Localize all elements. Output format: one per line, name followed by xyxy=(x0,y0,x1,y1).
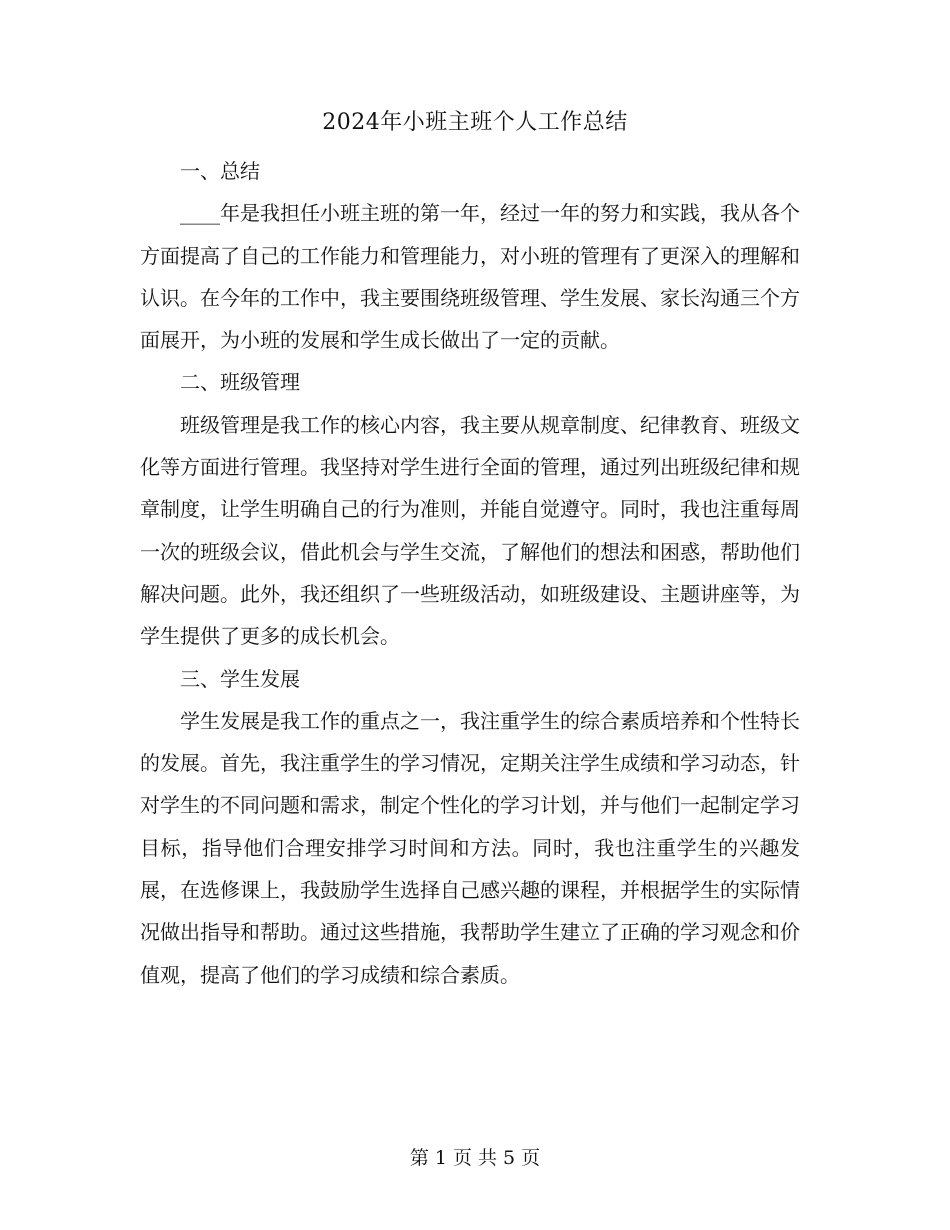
page-number-footer: 第 1 页 共 5 页 xyxy=(409,1147,541,1169)
document-body xyxy=(140,150,800,996)
section-heading-class-management: 二、班级管理 xyxy=(180,370,300,395)
paragraph-class-management: 班级管理是我工作的核心内容，我主要从规章制度、纪律教育、班级文化等方面进行管理。我坚持对学生进行全面的管理，通过列出班级纪律和规章制度，让学生明确自己的行为准则，并能自觉遵守。同时，我也注重每周一次的班级会议，借此机会与学生交流，了解他们的想法和困惑，帮助他们解决问题。此外，我还组织了一些班级活动，如班级建设、主题讲座等，为学生提供了更多的成长机会。 xyxy=(140,412,800,649)
section-heading-student-development: 三、学生发展 xyxy=(180,666,300,691)
section-heading-summary: 一、总结 xyxy=(180,159,260,183)
paragraph-summary: ____年是我担任小班主班的第一年，经过一年的努力和实践，我从各个方面提高了自己的工作能力和管理能力，对小班的管理有了更深入的理解和认识。在今年的工作中，我主要围绕班级管理、学生发展、家长沟通三个方面展开，为小班的发展和学生成长做出了一定的贡献。 xyxy=(140,201,800,353)
paragraph-student-development: 学生发展是我工作的重点之一，我注重学生的综合素质培养和个性特长的发展。首先，我注重学生的学习情况，定期关注学生成绩和学习动态，针对学生的不同问题和需求，制定个性化的学习计划，并与他们一起制定学习目标，指导他们合理安排学习时间和方法。同时，我也注重学生的兴趣发展，在选修课上，我鼓励学生选择自己感兴趣的课程，并根据学生的实际情况做出指导和帮助。通过这些措施，我帮助学生建立了正确的学习观念和价值观，提高了他们的学习成绩和综合素质。 xyxy=(140,708,800,987)
document-title: 2024年小班主班个人工作总结 xyxy=(322,110,628,135)
